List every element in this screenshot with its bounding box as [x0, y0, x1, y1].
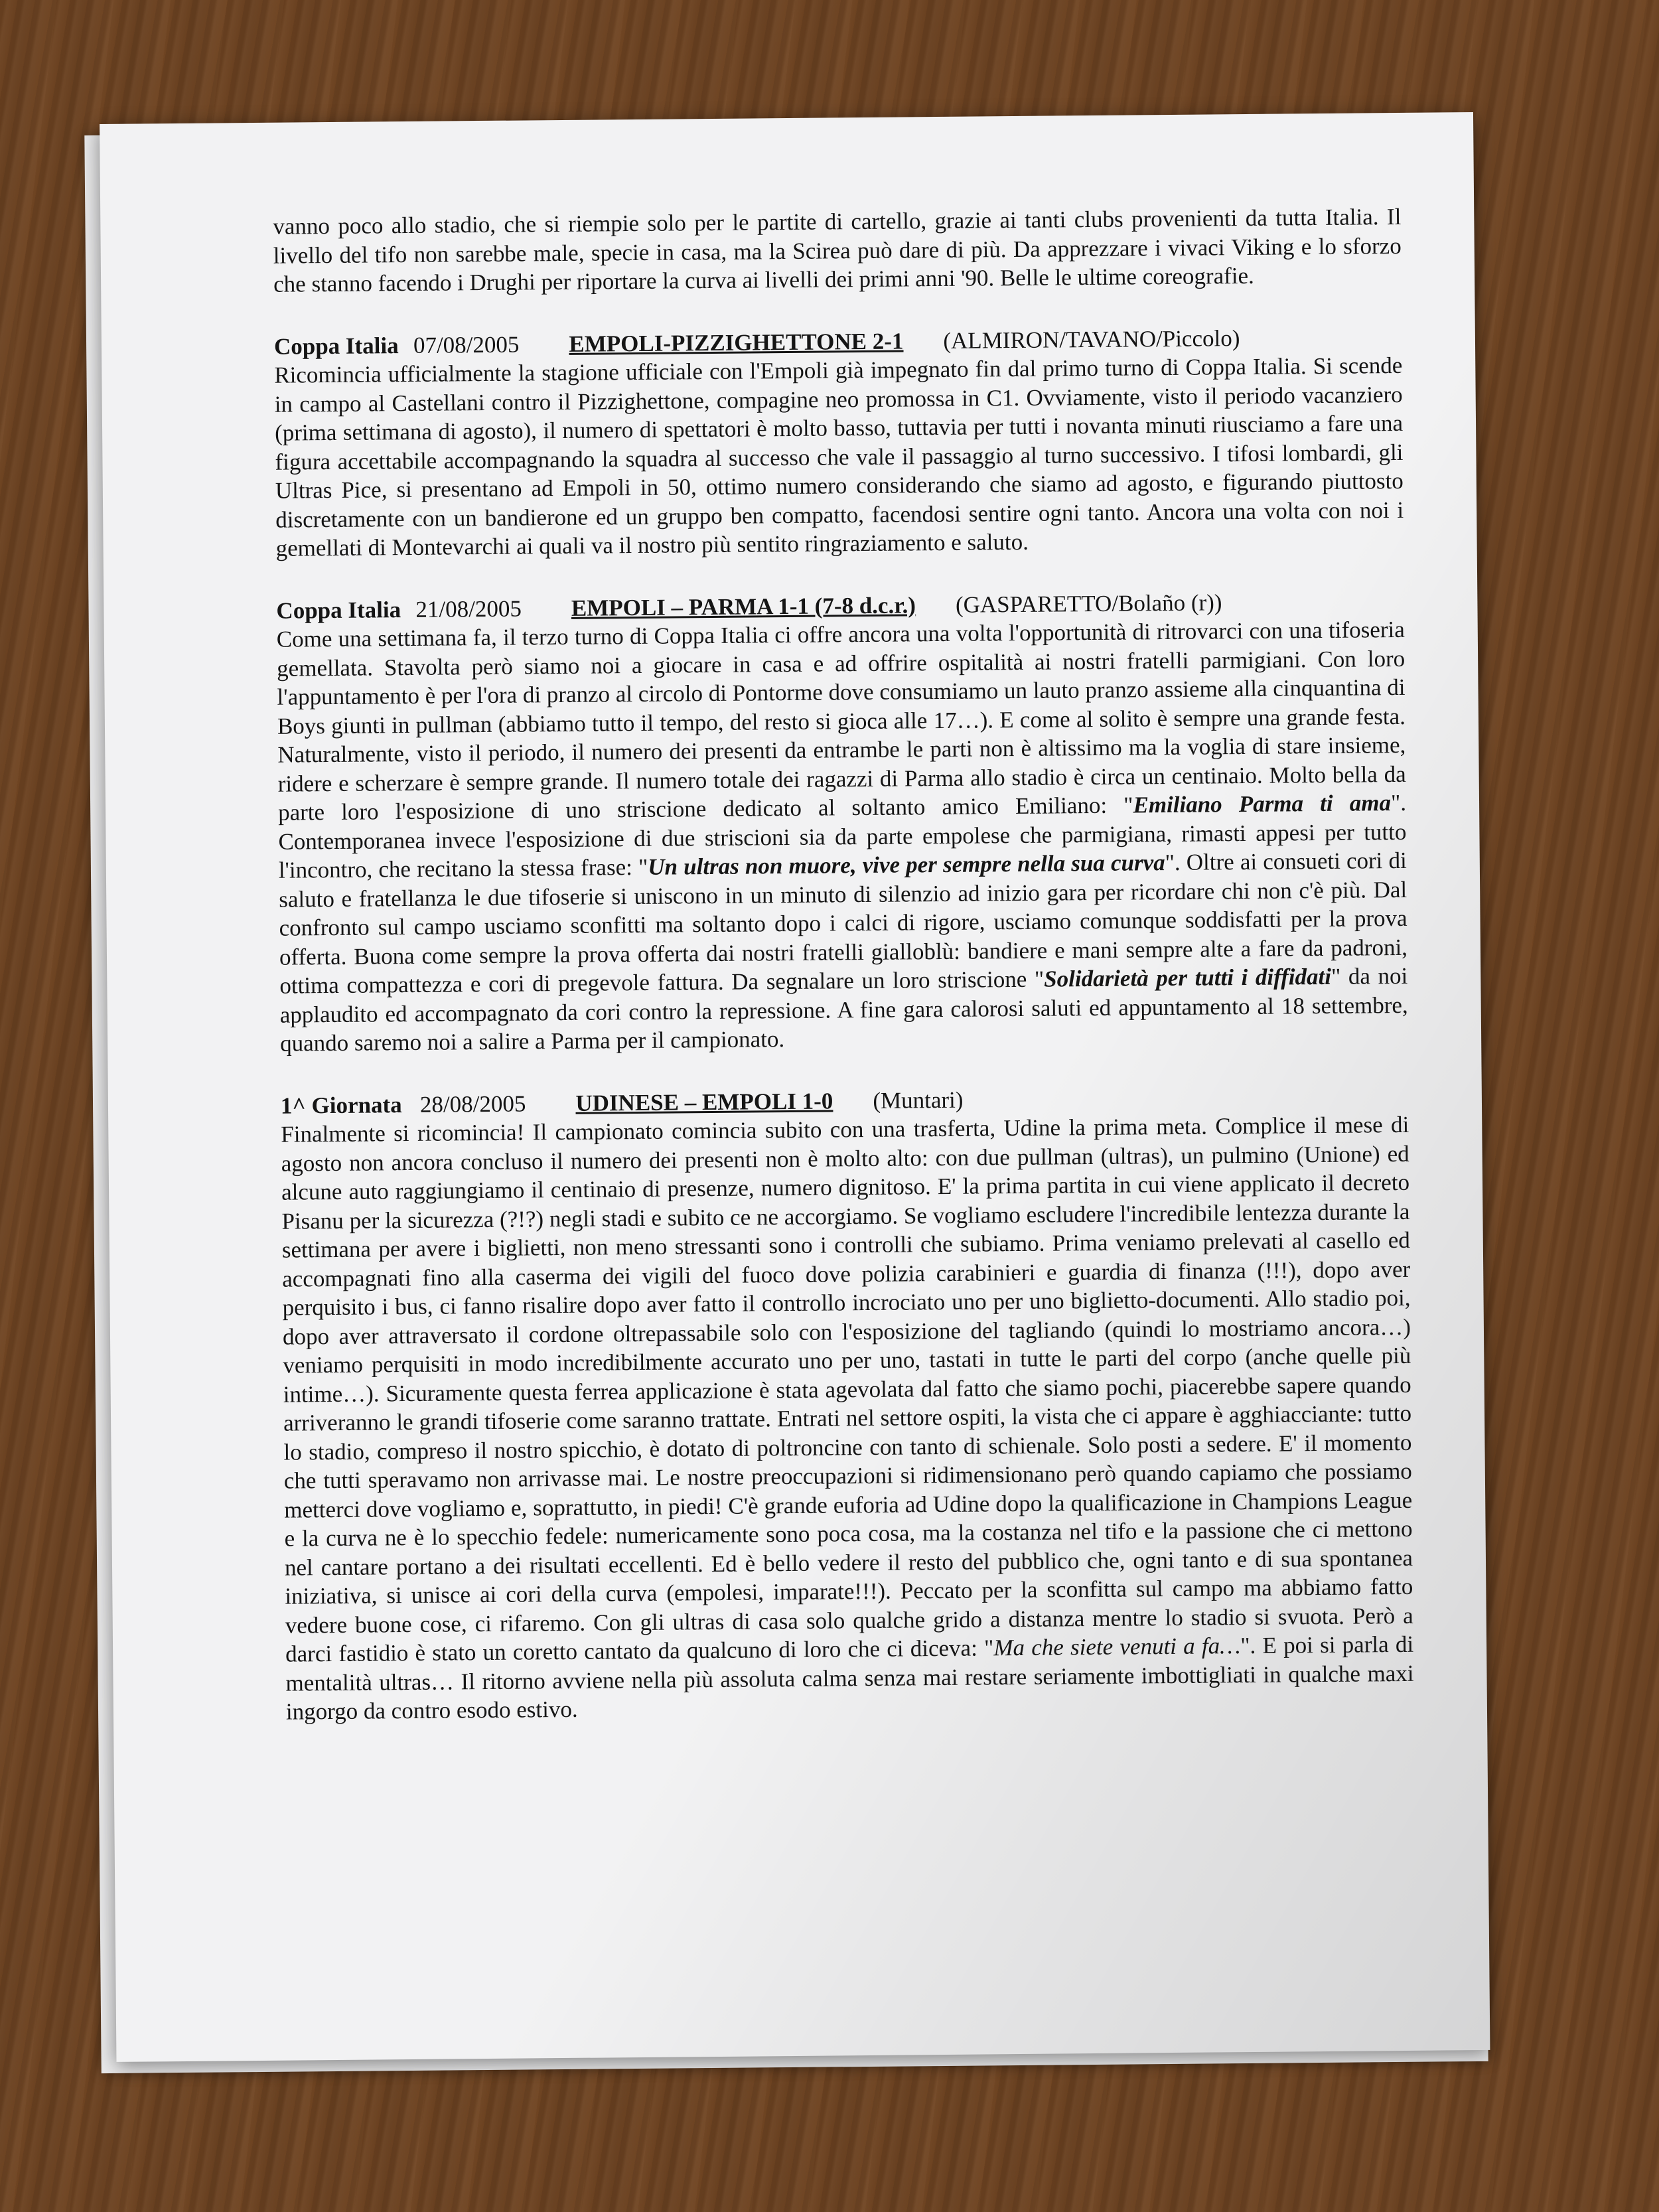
competition-label: Coppa Italia: [273, 332, 399, 360]
section-giornata-udinese: [281, 1081, 1414, 1726]
banner-quote: Solidarietà per tutti i diffidati: [1044, 963, 1332, 992]
match-date: 28/08/2005: [419, 1090, 526, 1118]
match-scorers: (Muntari): [873, 1086, 964, 1114]
section-body: [277, 615, 1409, 1058]
document-page: [100, 112, 1490, 2062]
document-content: [273, 202, 1414, 1759]
section-body: [281, 1110, 1414, 1726]
section-coppa-italia-pizzighettone: [274, 322, 1404, 563]
competition-label: 1^ Giornata: [280, 1091, 402, 1119]
banner-quote: Un ultras non muore, vive per sempre nella sua curva: [648, 849, 1165, 880]
section-coppa-italia-parma: [276, 586, 1408, 1058]
chant-quote: Ma che siete venuti a fa…: [993, 1633, 1241, 1661]
intro-paragraph: [273, 202, 1402, 299]
body-segment: Finalmente si ricomincia! Il campionato comincia subito con una trasferta, Udine la prima meta. Complice il mese di agosto non ancora concluso il numero dei presenti non è molto alto: con due pullman (ultras), un pulmino (Unione) ed alcune auto raggiungiamo il centinaio di presenze, numero dignitoso. E' la prima partita in cui viene applicato il decreto Pisanu per la sicurezza (?!?) negli stadi e subito ce ne accorgiamo. Se vogliamo escludere l'incredibile lentezza durante la settimana per avere i biglietti, non meno stressanti sono i controlli che subiamo. Prima veniamo prelevati al casello ed accompagnati fino alla caserma dei vigili del fuoco dove polizia carabinieri e guardia di finanza (!!!), dopo aver perquisito i bus, ci fanno risalire dopo aver fatto il controllo incrociato uno per uno biglietto-documenti. Allo stadio poi, dopo aver attraversato il cordone oltrepassabile solo con l'esposizione del tagliando (quindi lo mostriamo ancora…) veniamo perquisiti in modo incredibilmente accurato uno per uno, tastati in tutte le parti del corpo (anche quelle più intime…). Sicuramente questa ferrea applicazione è stata agevolata dal fatto che siamo pochi, piacerebbe sapere quando arriveranno le grandi tifoserie come saranno trattate. Entrati nel settore ospiti, la vista che ci appare è agghiacciante: tutto lo stadio, compreso il nostro spicchio, è dotato di poltroncine con tanto di schienale. Solo posti a sedere. E' il momento che tutti speravamo non arrivasse mai. Le nostre preoccupazioni si ridimensionano però quando capiamo che possiamo metterci dove vogliamo e, soprattutto, in piedi! C'è grande euforia ad Udine dopo la qualificazione in Champions League e la curva ne è lo specchio fedele: numericamente sono poca cosa, ma la costanza nel tifo e la passione che ci mettono nel cantare portano a dei risultati eccellenti. Ed è bello vedere il resto del pubblico che, ogni tanto e di sua spontanea iniziativa, si unisce ai cori della curva (empolesi, imparate!!!). Peccato per la sconfitta sul campo ma abbiamo fatto vedere buone cose, ci rifaremo. Con gli ultras di casa solo qualche grido a distanza mentre lo stadio si svuota. Però a darci fastidio è stato un coretto cantato da qualcuno di loro che ci diceva: ": [281, 1111, 1413, 1667]
match-title: UDINESE – EMPOLI 1-0: [575, 1087, 833, 1116]
match-title: EMPOLI – PARMA 1-1 (7-8 d.c.r.): [571, 591, 916, 621]
body-segment: " da noi applaudito ed accompagnato da cori contro la repressione. A fine gara calorosi saluti ed appuntamento al 18 settembre, quando saremo noi a salire a Parma per il campionato.: [279, 962, 1408, 1057]
match-date: 21/08/2005: [415, 595, 522, 623]
body-segment: ". E poi si parla di mentalità ultras… Il ritorno avviene nella più assoluta calma senza mai restare seriamente imbottigliati in qualche maxi ingorgo da contro esodo estivo.: [285, 1631, 1414, 1725]
match-scorers: (ALMIRON/TAVANO/Piccolo): [943, 325, 1240, 354]
match-scorers: (GASPARETTO/Bolaño (r)): [955, 589, 1222, 618]
match-date: 07/08/2005: [413, 331, 520, 358]
section-body: Ricomincia ufficialmente la stagione ufficiale con l'Empoli già impegnato fin dal primo turno di Coppa Italia. Si scende in campo al Castellani contro il Pizzighettone, compagine neo promossa in C1. Ovviamente, visto il periodo vacanziero (prima settimana di agosto), il numero di spettatori è molto basso, tuttavia per tutti i novanta minuti riusciamo a fare una figura accettabile accompagnando la squadra al successo che vale il passaggio al turno successivo. I tifosi lombardi, gli Ultras Pice, si presentano ad Empoli in 50, ottimo numero considerando che siamo ad agosto, e figurando piuttosto discretamente con un bandierone ed un gruppo ben compatto, facendosi sentire ogni tanto. Ancora una volta con noi i gemellati di Montevarchi ai quali va il nostro più sentito ringraziamento e saluto.: [274, 352, 1404, 561]
intro-text: vanno poco allo stadio, che si riempie solo per le partite di cartello, grazie ai tanti clubs provenienti da tutta Italia. Il livello del tifo non sarebbe male, specie in casa, ma la Scirea può dare di più. Da apprezzare i vivaci Viking e lo sforzo che stanno facendo i Drughi per riportare la curva ai livelli dei primi anni '90. Belle le ultime coreografie.: [273, 203, 1402, 297]
match-title: EMPOLI-PIZZIGHETTONE 2-1: [569, 327, 904, 357]
body-segment: ". Oltre ai consueti cori di saluto e fratellanza le due tifoserie si uniscono in un minuto di silenzio ad inizio gara per ricordare chi non c'è più. Dal confronto sul campo usciamo sconfitti ma soltanto dopo i calci di rigore, usciamo comunque soddisfatti per la prova offerta. Buona come sempre la prova offerta dai nostri fratelli gialloblù: bandiere e mani sempre alte a fare da padroni, ottima compattezza e cori di pregevole fattura. Da segnalare un loro striscione ": [279, 847, 1408, 999]
body-segment: ". Contemporanea invece l'esposizione di due striscioni sia da parte empolese che parmigiana, rimasti appesi per tutto l'incontro, che recitano la stessa frase: ": [278, 789, 1407, 883]
competition-label: Coppa Italia: [276, 596, 401, 624]
body-segment: Come una settimana fa, il terzo turno di Coppa Italia ci offre ancora una volta l'opportunità di ritrovarci con una tifoseria gemellata. Stavolta però siamo noi a giocare in casa e ad offrire ospitalità ai nostri fratelli parmigiani. Con loro l'appuntamento è per l'ora di pranzo al circolo di Pontorme dove consumiamo un lauto pranzo assieme alla cinquantina di Boys giunti in pullman (abbiamo tutto il tempo, del resto si gioca alle 17…). E come al solito è sempre una grande festa. Naturalmente, visto il periodo, il numero dei presenti da entrambe le parti non è altissimo ma la voglia di stare insieme, ridere e scherzare è sempre grande. Il numero totale dei ragazzi di Parma allo stadio è circa un centinaio. Molto bella da parte loro l'esposizione di uno striscione dedicato al soltanto amico Emiliano: ": [276, 616, 1406, 826]
banner-quote: Emiliano Parma ti ama: [1133, 790, 1392, 818]
